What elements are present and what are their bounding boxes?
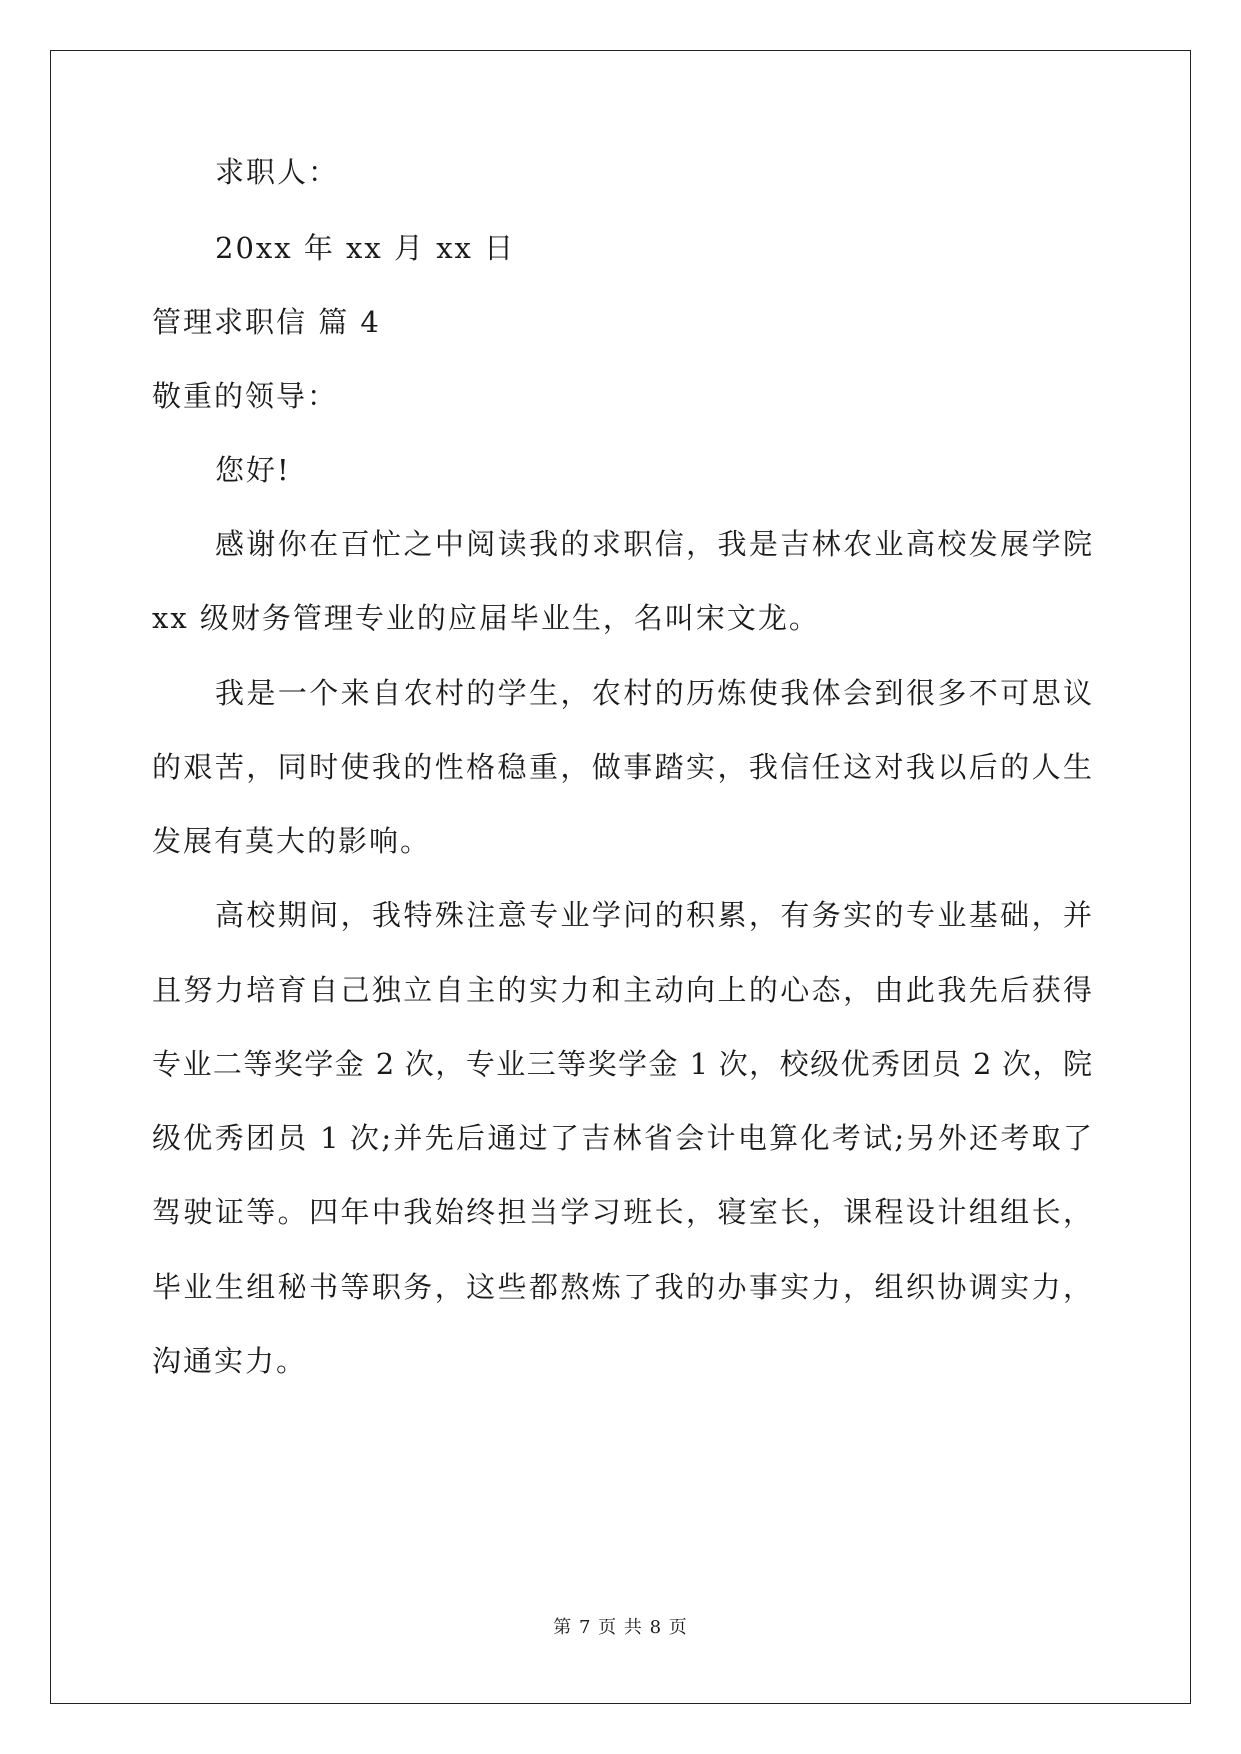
paragraph-line: 感谢你在百忙之中阅读我的求职信，我是吉林农业高校发展学院 bbox=[215, 527, 1092, 561]
paragraph-line: 的艰苦，同时使我的性格稳重，做事踏实，我信任这对我以后的人生 bbox=[152, 750, 1092, 784]
signature-label: 求职人： bbox=[215, 155, 340, 189]
page-number: 第 7 页 共 8 页 bbox=[553, 1617, 688, 1638]
page-border bbox=[50, 50, 1191, 1704]
paragraph-line: 毕业生组秘书等职务，这些都熬炼了我的办事实力，组织协调实力， bbox=[152, 1270, 1092, 1304]
greeting: 您好! bbox=[215, 453, 291, 487]
section-heading: 管理求职信 篇 4 bbox=[152, 305, 381, 339]
paragraph-line: 专业二等奖学金 2 次，专业三等奖学金 1 次，校级优秀团员 2 次，院 bbox=[152, 1047, 1092, 1081]
paragraph-line: xx 级财务管理专业的应届毕业生，名叫宋文龙。 bbox=[152, 601, 820, 635]
paragraph-line: 我是一个来自农村的学生，农村的历炼使我体会到很多不可思议 bbox=[215, 676, 1092, 710]
date-line: 20xx 年 xx 月 xx 日 bbox=[215, 231, 516, 265]
paragraph-line: 高校期间，我特殊注意专业学问的积累，有务实的专业基础，并 bbox=[215, 898, 1092, 932]
paragraph-line: 发展有莫大的影响。 bbox=[152, 824, 432, 858]
salutation: 敬重的领导： bbox=[152, 379, 339, 413]
paragraph-line: 且努力培育自己独立自主的实力和主动向上的心态，由此我先后获得 bbox=[152, 973, 1092, 1007]
paragraph-line: 级优秀团员 1 次;并先后通过了吉林省会计电算化考试;另外还考取了 bbox=[152, 1121, 1092, 1155]
paragraph-line: 沟通实力。 bbox=[152, 1344, 308, 1378]
paragraph-line: 驾驶证等。四年中我始终担当学习班长，寝室长，课程设计组组长， bbox=[152, 1195, 1092, 1229]
